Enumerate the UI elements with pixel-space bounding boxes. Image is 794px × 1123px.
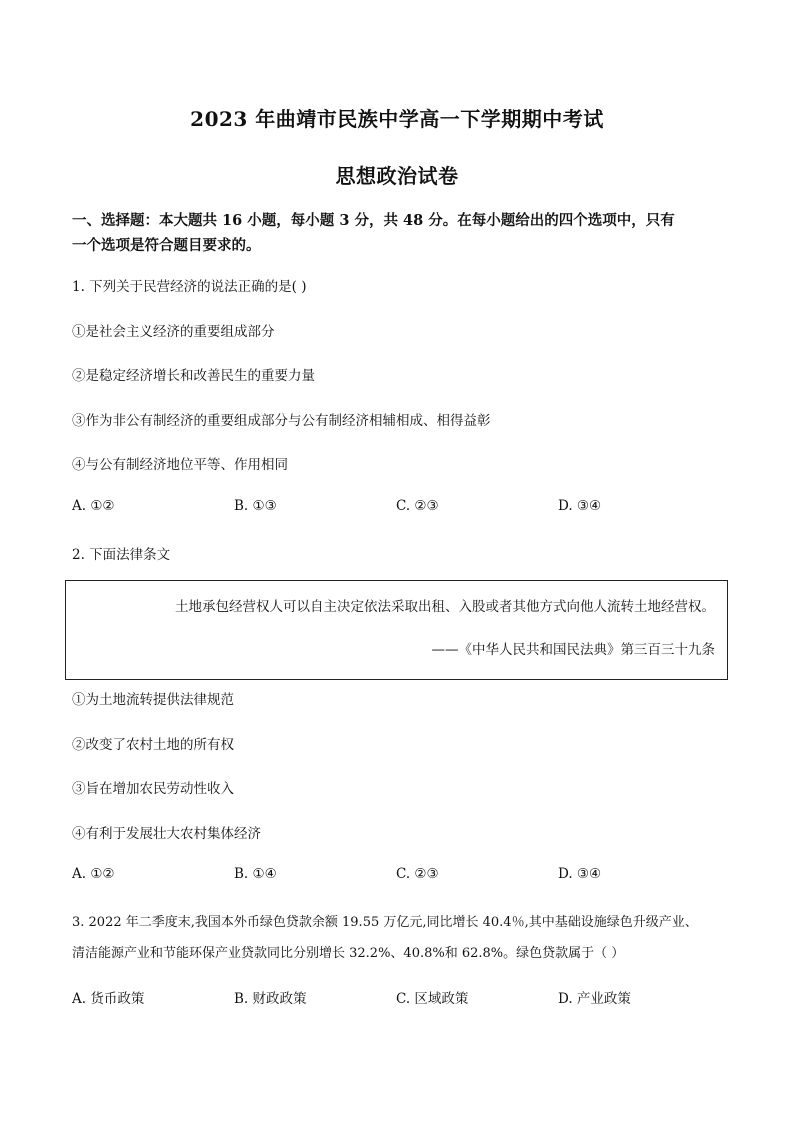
q3-stem-line-2: 清洁能源产业和节能环保产业贷款同比分别增长 32.2%、40.8%和 62.8%。绿色贷款属于（ ） bbox=[72, 946, 625, 961]
law-quote-text: 土地承包经营权人可以自主决定依法采取出租、入股或者其他方式向他人流转土地经营权。 bbox=[175, 599, 715, 615]
q1-stem: 1. 下列关于民营经济的说法正确的是( ) bbox=[72, 279, 307, 295]
q2-option-a[interactable]: A. ①② bbox=[72, 866, 115, 882]
q1-option-d[interactable]: D. ③④ bbox=[558, 498, 602, 514]
exam-title: 2023 年曲靖市民族中学高一下学期期中考试 bbox=[190, 107, 604, 131]
q1-option-c[interactable]: C. ②③ bbox=[396, 498, 439, 514]
q3-option-d[interactable]: D. 产业政策 bbox=[558, 991, 631, 1007]
q2-option-d[interactable]: D. ③④ bbox=[558, 866, 602, 882]
q1-item-1: ①是社会主义经济的重要组成部分 bbox=[72, 324, 275, 340]
q2-item-3: ③旨在增加农民劳动性收入 bbox=[72, 781, 234, 797]
law-quote-box bbox=[65, 580, 728, 680]
q3-option-b[interactable]: B. 财政政策 bbox=[234, 991, 307, 1007]
q1-item-4: ④与公有制经济地位平等、作用相同 bbox=[72, 457, 288, 473]
q1-option-b[interactable]: B. ①③ bbox=[234, 498, 277, 514]
q2-option-c[interactable]: C. ②③ bbox=[396, 866, 439, 882]
q3-option-c[interactable]: C. 区域政策 bbox=[396, 991, 469, 1007]
section-heading-line-1: 一、选择题：本大题共 16 小题，每小题 3 分，共 48 分。在每小题给出的四个选项中，只有 bbox=[72, 212, 675, 229]
section-heading-line-2: 一个选项是符合题目要求的。 bbox=[72, 237, 261, 254]
q1-item-2: ②是稳定经济增长和改善民生的重要力量 bbox=[72, 368, 315, 384]
q2-item-1: ①为土地流转提供法律规范 bbox=[72, 692, 234, 708]
q2-item-4: ④有利于发展壮大农村集体经济 bbox=[72, 826, 261, 842]
q2-item-2: ②改变了农村土地的所有权 bbox=[72, 737, 234, 753]
q2-stem: 2. 下面法律条文 bbox=[72, 547, 171, 563]
q3-stem-line-1: 3. 2022 年二季度末,我国本外币绿色贷款余额 19.55 万亿元,同比增长 40.4％,其中基础设施绿色升级产业、 bbox=[72, 915, 698, 930]
exam-subtitle: 思想政治试卷 bbox=[335, 164, 459, 188]
q1-option-a[interactable]: A. ①② bbox=[72, 498, 115, 514]
q1-item-3: ③作为非公有制经济的重要组成部分与公有制经济相辅相成、相得益彰 bbox=[72, 413, 491, 429]
law-quote-source: ——《中华人民共和国民法典》第三百三十九条 bbox=[431, 642, 715, 658]
q3-option-a[interactable]: A. 货币政策 bbox=[72, 991, 145, 1007]
q2-option-b[interactable]: B. ①④ bbox=[234, 866, 277, 882]
